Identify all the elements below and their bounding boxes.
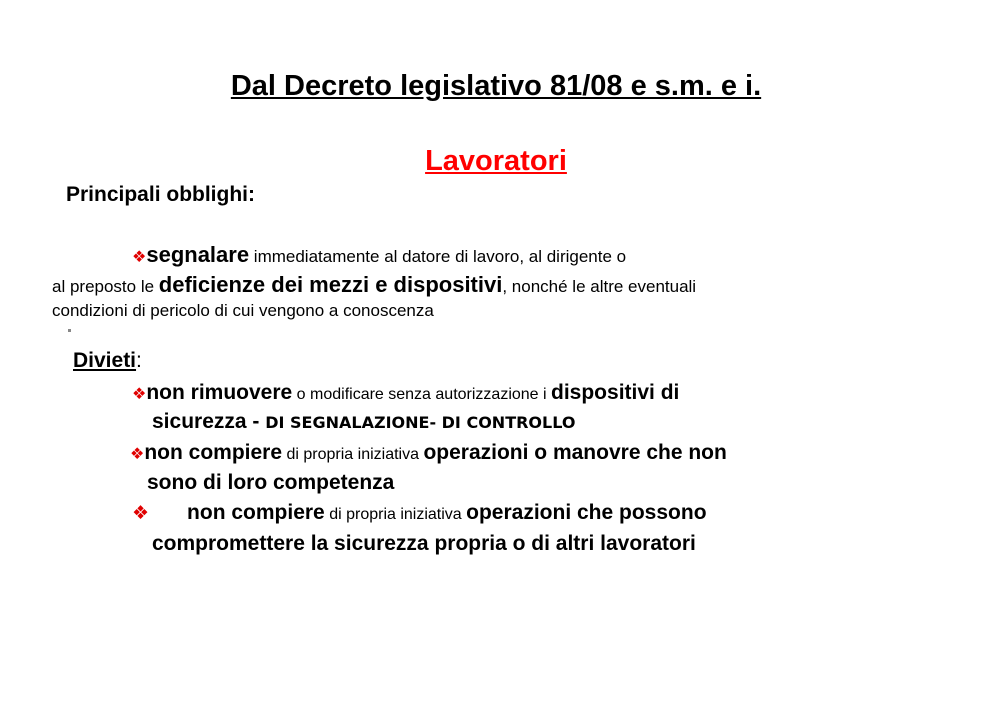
divieti-item-1-line-2: sicurezza - DI SEGNALAZIONE- DI CONTROLLO [152, 410, 576, 433]
red-diamond-icon: ❖ [130, 446, 145, 463]
obblighi-line-2: al preposto le deficienze dei mezzi e dispositivi, nonché le altre eventuali [52, 272, 697, 297]
page-title: Dal Decreto legislativo 81/08 e s.m. e i. [230, 70, 762, 102]
obblighi-line-3: condizioni di pericolo di cui vengono a conoscenza [52, 301, 434, 320]
divieti-item-1-line-1: ❖non rimuovere o modificare senza autorizzazione i dispositivi di [132, 381, 680, 404]
obblighi-line-1: ❖segnalare immediatamente al datore di lavoro, al dirigente o [132, 242, 627, 267]
stray-dot [68, 329, 71, 332]
red-diamond-icon: ❖ [132, 249, 147, 266]
divieti-item-2-line-2: sono di loro competenza [147, 471, 395, 494]
red-diamond-icon: ❖ [132, 386, 147, 403]
section-subtitle: Lavoratori [425, 145, 567, 177]
red-diamond-icon: ❖ [132, 503, 150, 524]
divieti-item-3-line-1: ❖ non compiere di propria iniziativa operazioni che possono [132, 501, 707, 524]
divieti-heading: Divieti: [73, 349, 142, 372]
obblighi-heading: Principali obblighi: [66, 183, 255, 206]
divieti-item-2-line-1: ❖non compiere di propria iniziativa operazioni o manovre che non [130, 441, 727, 464]
divieti-item-3-line-2: compromettere la sicurezza propria o di altri lavoratori [152, 532, 696, 555]
